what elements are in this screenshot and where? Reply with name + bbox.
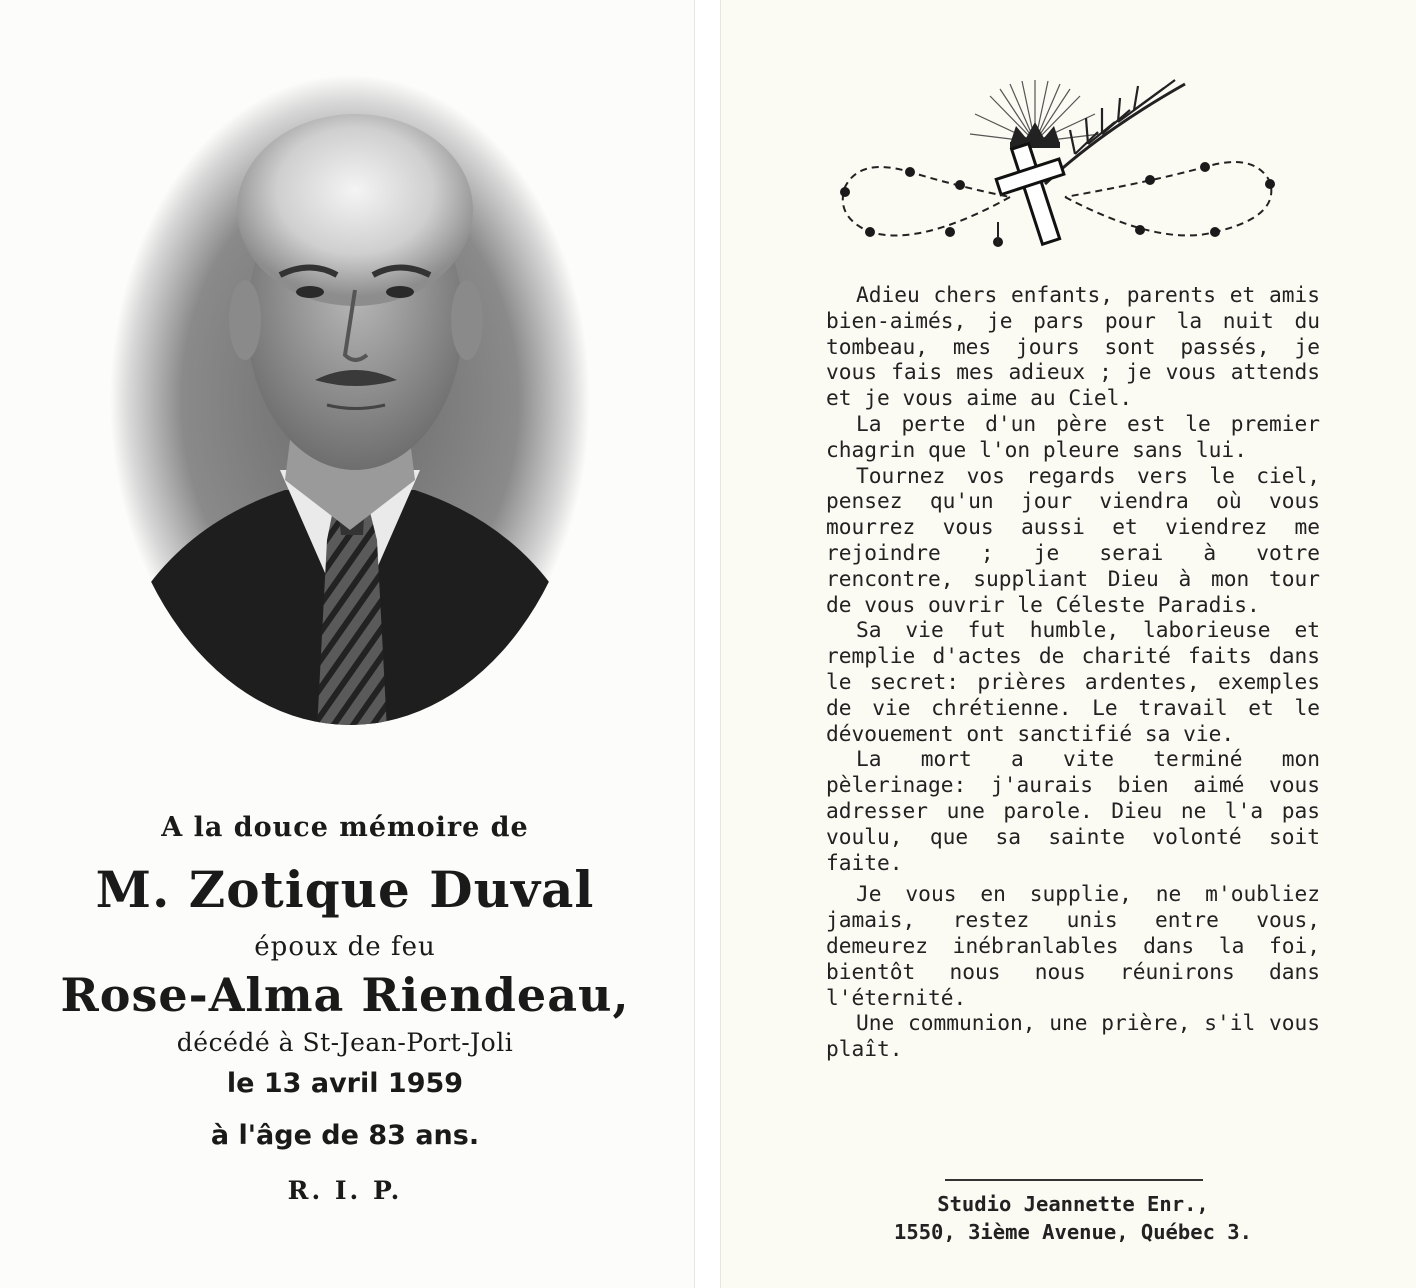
farewell-verse [826,282,1320,1062]
verse-paragraph-1: Adieu chers enfants, parents et amis bien-aimés, je pars pour la nuit du tombeau, mes jours sont passés, je vous fais mes adieux ; je vous attends et je vous aime au Ciel. [826,282,1320,411]
death-place: décédé à St-Jean-Port-Joli [176,1028,514,1057]
verse-paragraph-5: La mort a vite terminé mon pèlerinage: j'aurais bien aimé vous adresser une parole. Dieu ne l'a pas voulu, que sa sainte volonté soit faite. [826,746,1320,875]
card-gap [695,0,720,1288]
death-date: le 13 avril 1959 [226,1068,464,1099]
spouse-intro: époux de feu [254,932,436,962]
deceased-name: M. Zotique Duval [95,860,595,919]
memorial-card-front [0,0,695,1288]
age-at-death: à l'âge de 83 ans. [210,1120,480,1151]
verse-paragraph-3: Tournez vos regards vers le ciel, pensez qu'un jour viendra où vous mourrez vous aussi et viendrez me rejoindre ; je serai à votre rencontre, suppliant Dieu à mon tour de vous ouvrir le Céleste Paradis. [826,462,1320,617]
studio-name: Studio Jeannette Enr., [937,1192,1209,1216]
studio-address: 1550, 3ième Avenue, Québec 3. [894,1220,1252,1244]
verse-paragraph-2: La perte d'un père est le premier chagrin que l'on pleure sans lui. [826,410,1320,462]
divider-rule [945,1179,1203,1181]
verse-paragraph-6: Je vous en supplie, ne m'oubliez jamais, restez unis entre vous, demeurez inébranlables dans la foi, bientôt nous nous réunirons dans l'éternité. [826,881,1320,1010]
verse-paragraph-4: Sa vie fut humble, laborieuse et remplie d'actes de charité faits dans le secret: prières ardentes, exemples de vie chrétienne. Le travail et le dévouement ont sanctifié sa vie. [826,617,1320,746]
verse-paragraph-7: Une communion, une prière, s'il vous plaît. [826,1010,1320,1062]
rosary-cross-icon [830,72,1290,254]
rip-text: R. I. P. [287,1176,403,1205]
memorial-intro: A la douce mémoire de [161,812,529,843]
spouse-name: Rose-Alma Riendeau, [60,968,630,1022]
portrait-photo-icon [105,70,595,730]
